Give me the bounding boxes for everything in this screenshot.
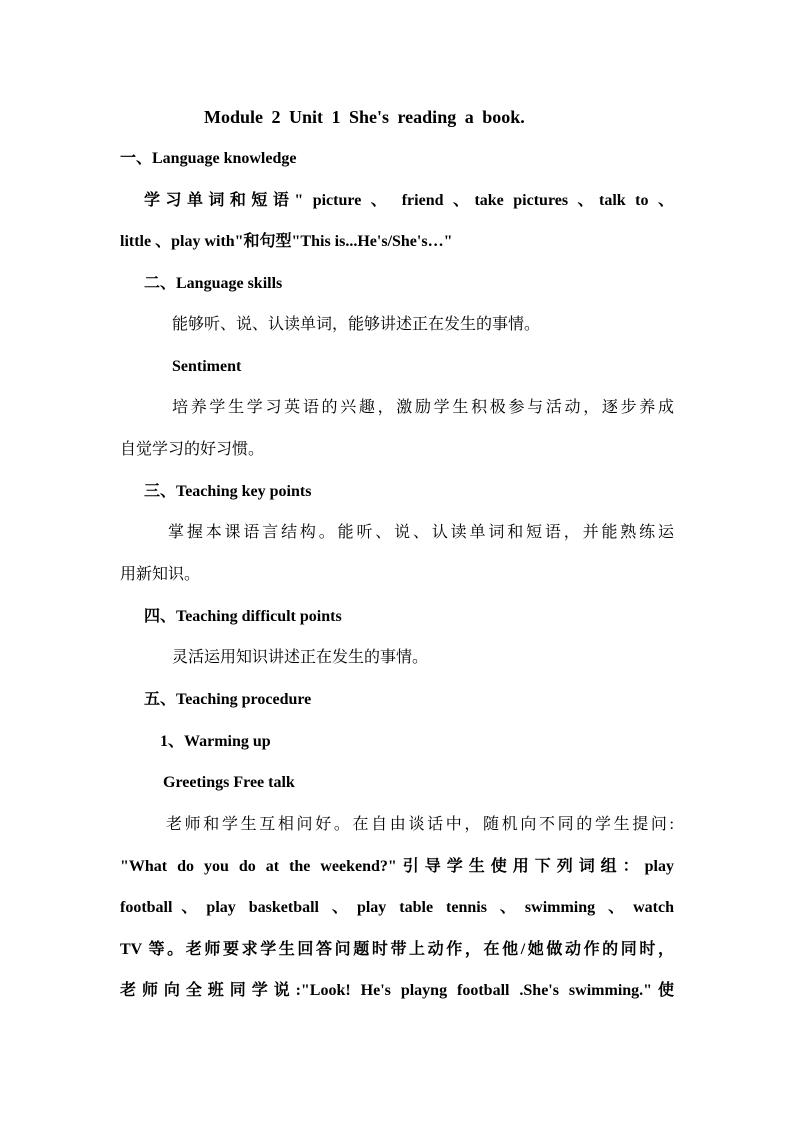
paragraph-line: 自觉学习的好习惯。: [120, 441, 265, 458]
paragraph-line: 学习单词和短语" picture 、 friend 、take pictures 、talk to 、: [144, 192, 674, 209]
section-heading-teaching-difficult-points: 四、Teaching difficult points: [144, 608, 342, 625]
subheading-greetings: Greetings Free talk: [163, 774, 295, 791]
paragraph-line: 培养学生学习英语的兴趣，激励学生积极参与活动，逐步养成: [172, 399, 674, 416]
paragraph-line: 老师向全班同学说:"Look! He's playng football .She's swimming."使: [120, 982, 674, 999]
subheading-warming-up: 1、Warming up: [160, 733, 271, 750]
paragraph-line: 灵活运用知识讲述正在发生的事情。: [172, 649, 429, 666]
section-heading-language-knowledge: 一、Language knowledge: [120, 150, 297, 167]
paragraph-line: little 、play with"和句型"This is...He's/She's…": [120, 233, 453, 250]
section-heading-language-skills: 二、Language skills: [144, 275, 283, 292]
page-title: Module 2 Unit 1 She's reading a book.: [204, 107, 525, 127]
paragraph-line: football、play basketball 、play table tennis 、swimming 、watch: [120, 899, 674, 916]
paragraph-line: 老师和学生互相问好。在自由谈话中，随机向不同的学生提问:: [166, 816, 674, 833]
paragraph-line: 掌握本课语言结构。能听、说、认读单词和短语，并能熟练运: [168, 524, 674, 541]
section-heading-teaching-procedure: 五、Teaching procedure: [144, 691, 312, 708]
paragraph-line: 能够听、说、认读单词，能够讲述正在发生的事情。: [172, 316, 541, 333]
paragraph-line: "What do you do at the weekend?"引导学生使用下列词组：play: [120, 858, 674, 875]
subheading-sentiment: Sentiment: [172, 358, 242, 375]
section-heading-teaching-key-points: 三、Teaching key points: [144, 483, 312, 500]
paragraph-line: TV 等。老师要求学生回答问题时带上动作，在他/她做动作的同时，: [120, 941, 674, 958]
paragraph-line: 用新知识。: [120, 566, 201, 583]
